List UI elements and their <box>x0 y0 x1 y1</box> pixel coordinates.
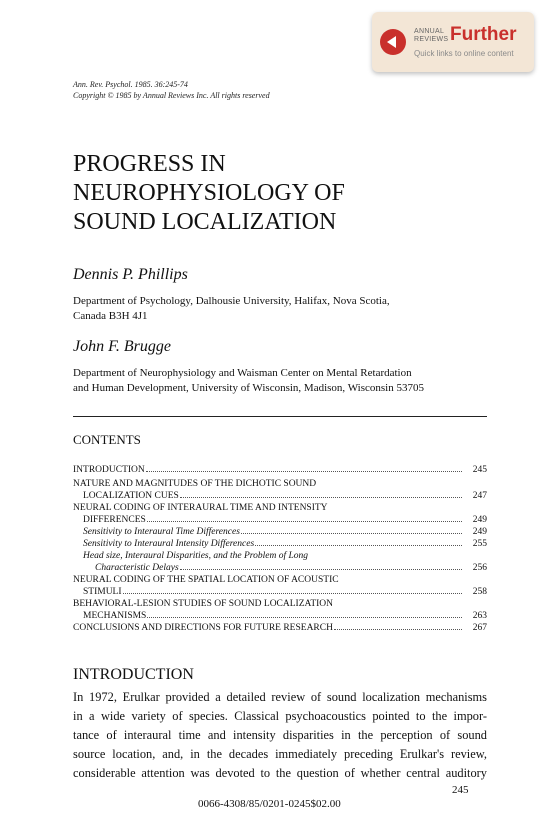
toc-entry-title: INTRODUCTION <box>73 465 145 475</box>
toc-entry-dichotic[interactable] <box>73 490 487 502</box>
toc-entry-introduction[interactable] <box>73 464 487 476</box>
table-of-contents <box>73 464 487 634</box>
toc-page: 249 <box>472 527 487 537</box>
title-line1: PROGRESS IN <box>73 151 226 177</box>
leader-dots <box>180 569 462 570</box>
toc-entry-sens-intensity[interactable] <box>73 538 487 550</box>
author-1-affil-line1: Department of Psychology, Dalhousie University, Halifax, Nova Scotia, <box>73 295 390 307</box>
introduction-heading: INTRODUCTION <box>73 666 194 683</box>
leader-dots <box>255 545 462 546</box>
toc-entry-title: Characteristic Delays <box>95 563 179 573</box>
toc-page: 249 <box>472 515 487 525</box>
title-line2: NEUROPHYSIOLOGY OF <box>73 180 345 206</box>
badge-brand-line1: ANNUAL <box>414 28 445 35</box>
body-line: considerable attention was devoted to the question of whether central auditory <box>73 766 487 780</box>
toc-page: 256 <box>472 563 487 573</box>
toc-entry-title: DIFFERENCES <box>83 515 146 525</box>
toc-entry-title: STIMULI <box>83 587 122 597</box>
title-line3: SOUND LOCALIZATION <box>73 209 337 235</box>
toc-entry-title: CONCLUSIONS AND DIRECTIONS FOR FUTURE RESEARCH <box>73 623 333 633</box>
author-2-affiliation <box>73 366 424 396</box>
toc-entry-title: Sensitivity to Interaural Time Differences <box>83 527 240 537</box>
footer-code: 0066-4308/85/0201-0245$02.00 <box>198 798 341 810</box>
citation-line2: Copyright © 1985 by Annual Reviews Inc. All rights reserved <box>73 91 270 100</box>
leader-dots <box>123 593 462 594</box>
author-2-affil-line2: and Human Development, University of Wisconsin, Madison, Wisconsin 53705 <box>73 382 424 394</box>
section-divider <box>73 416 487 417</box>
body-line: In 1972, Erulkar provided a detailed review of sound localization mechanisms <box>73 690 487 704</box>
badge-tagline: Quick links to online content <box>414 49 514 58</box>
toc-entry-interaural-line1[interactable]: NEURAL CODING OF INTERAURAL TIME AND INTENSITY <box>73 503 328 513</box>
further-badge[interactable] <box>372 12 534 72</box>
body-line: in a wide variety of species. Classical psychoacoustics pointed to the impor- <box>73 709 487 723</box>
body-line: tance of interaural time and intensity disparities in the perception of sound <box>73 728 487 742</box>
author-2-name: John F. Brugge <box>73 338 171 355</box>
leader-dots <box>147 521 462 522</box>
toc-entry-sens-time[interactable] <box>73 526 487 538</box>
author-1-name: Dennis P. Phillips <box>73 266 188 283</box>
author-1-affil-line2: Canada B3H 4J1 <box>73 310 148 322</box>
leader-dots <box>334 629 462 630</box>
toc-entry-head-size[interactable] <box>73 562 487 574</box>
toc-entry-spatial-line1[interactable]: NEURAL CODING OF THE SPATIAL LOCATION OF ACOUSTIC <box>73 575 339 585</box>
citation-line1: Ann. Rev. Psychol. 1985. 36:245-74 <box>73 80 188 89</box>
author-2-affil-line1: Department of Neurophysiology and Waisman Center on Mental Retardation <box>73 367 412 379</box>
toc-entry-head-size-line1[interactable]: Head size, Interaural Disparities, and the Problem of Long <box>83 551 308 561</box>
body-line: source location, and, in the decades immediately preceding Erulkar's review, <box>73 747 487 761</box>
toc-entry-title: Sensitivity to Interaural Intensity Differences <box>83 539 255 549</box>
contents-heading: CONTENTS <box>73 432 141 447</box>
toc-entry-spatial[interactable] <box>73 586 487 598</box>
toc-entry-lesion-line1[interactable]: BEHAVIORAL-LESION STUDIES OF SOUND LOCALIZATION <box>73 599 334 609</box>
author-1-affiliation <box>73 294 390 324</box>
toc-page: 245 <box>472 465 487 475</box>
toc-page: 255 <box>472 539 487 549</box>
leader-dots <box>147 617 462 618</box>
toc-entry-title: LOCALIZATION CUES <box>83 491 179 501</box>
toc-page: 258 <box>472 587 487 597</box>
leader-dots <box>180 497 462 498</box>
leader-dots <box>146 471 462 472</box>
page-number: 245 <box>452 784 469 796</box>
toc-page: 267 <box>472 623 487 633</box>
toc-entry-lesion[interactable] <box>73 610 487 622</box>
badge-brand-line2: REVIEWS <box>414 36 449 43</box>
play-icon <box>380 29 406 55</box>
leader-dots <box>241 533 462 534</box>
toc-page: 247 <box>472 491 487 501</box>
introduction-body <box>73 688 487 783</box>
toc-entry-conclusions[interactable] <box>73 622 487 634</box>
badge-word: Further <box>450 24 517 45</box>
article-title <box>73 150 345 237</box>
toc-entry-title: MECHANISMS <box>83 611 147 621</box>
toc-entry-interaural[interactable] <box>73 514 487 526</box>
toc-entry-dichotic-line1[interactable]: NATURE AND MAGNITUDES OF THE DICHOTIC SOUND <box>73 479 317 489</box>
toc-page: 263 <box>472 611 487 621</box>
